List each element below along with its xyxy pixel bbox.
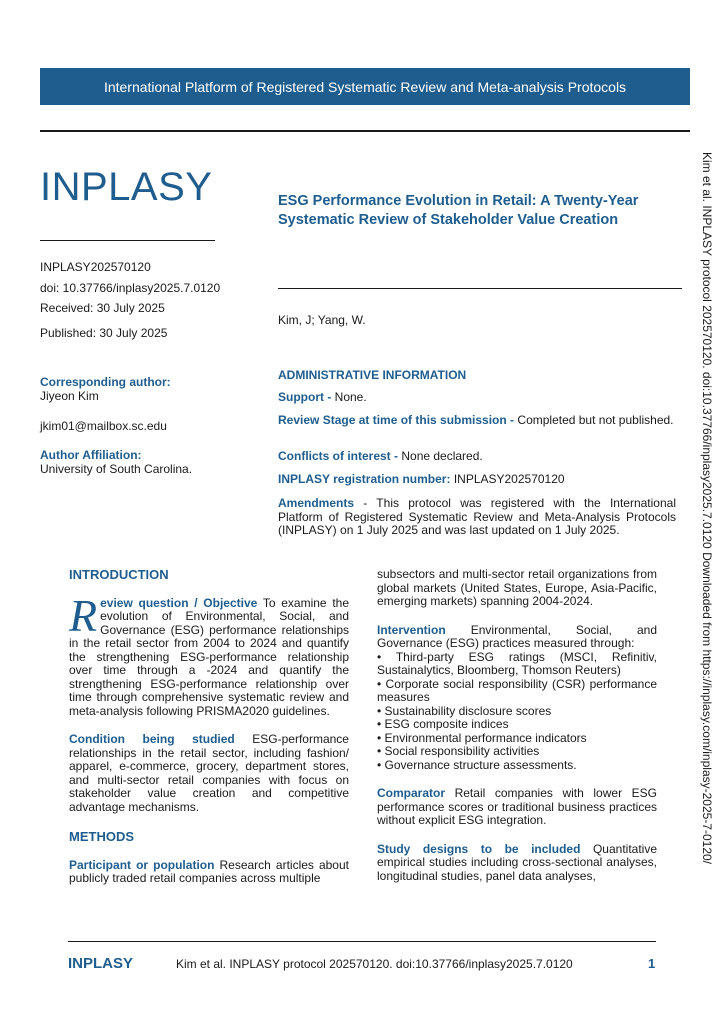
doi: doi: 10.37766/inplasy2025.7.0120 bbox=[40, 281, 221, 295]
participant-label: Participant or population bbox=[69, 857, 215, 872]
participant-population bbox=[69, 859, 349, 886]
conflicts-value: None declared. bbox=[398, 449, 483, 463]
admin-amendments bbox=[278, 497, 676, 538]
designs-label: Study designs to be included bbox=[377, 841, 581, 856]
reg-label: INPLASY registration number: bbox=[278, 472, 451, 486]
footer-brand: INPLASY bbox=[68, 955, 134, 972]
affiliation-value: University of South Carolina. bbox=[40, 462, 193, 476]
amend-label: Amendments bbox=[278, 496, 355, 510]
top-rule bbox=[40, 130, 690, 132]
journal-banner bbox=[40, 68, 690, 105]
amend-value: - This protocol was registered with the International Platform of Registered Systematic Review and Meta-Analysis Protocols (INPLASY) on 1 July 2025 and was last updated on 1 July 2025. bbox=[278, 496, 676, 537]
designs-text: Quantitative empirical studies including cross-sectional analyses, longitudinal studies, panel data analyses, bbox=[377, 841, 657, 883]
brand-logo-text: INPLASY bbox=[40, 165, 213, 209]
page-number: 1 bbox=[648, 956, 656, 971]
review-text: To examine the evolution of Environmental, Social, and Governance (ESG) performance relationships in the retail sector from 2004 to 2024 and quantify the strengthening ESG-performance relationship over time through a -2024 and quantify the strengthening ESG-performance relationship over time through comprehensive systematic review and meta-analysis following PRISMA2020 guidelines. bbox=[69, 595, 349, 718]
condition-text: ESG-performance relationships in the retail sector, including fashion/ apparel, e-commerce, grocery, department stores, and multi-sector retail companies with focus on stakeholder value creation and competitive advantage mechanisms. bbox=[69, 732, 349, 814]
stage-value: Completed but not published. bbox=[514, 413, 674, 427]
bullet-item: • Sustainability disclosure scores bbox=[377, 703, 552, 718]
admin-stage bbox=[278, 414, 676, 428]
review-label: eview question / Objective bbox=[100, 595, 258, 610]
intervention-label: Intervention bbox=[377, 622, 446, 637]
left-column bbox=[69, 568, 349, 886]
comparator-label: Comparator bbox=[377, 786, 446, 800]
title-rule bbox=[278, 288, 682, 289]
reg-value: INPLASY202570120 bbox=[450, 472, 565, 486]
bullet-item: • Corporate social responsibility (CSR) performance measures bbox=[377, 676, 657, 704]
support-label: Support - bbox=[278, 390, 332, 404]
admin-support bbox=[278, 391, 676, 405]
intervention-text: Environmental, Social, and Governance (ESG) practices measured through: bbox=[377, 622, 657, 650]
admin-heading: ADMINISTRATIVE INFORMATION bbox=[278, 368, 467, 382]
footer-rule bbox=[68, 941, 656, 942]
received-date: Received: 30 July 2025 bbox=[40, 301, 165, 315]
authors: Kim, J; Yang, W. bbox=[278, 313, 366, 327]
comparator bbox=[377, 787, 657, 828]
review-question bbox=[69, 589, 349, 719]
support-value: None. bbox=[331, 390, 367, 404]
bullet-item: • Environmental performance indicators bbox=[377, 730, 587, 745]
side-citation: Kim et al. INPLASY protocol 202570120. doi:10.37766/inplasy2025.7.0120 Downloaded from https://inplasy.com/inplasy-2025-7-0120/ bbox=[700, 152, 714, 865]
participant-text: Research articles about publicly traded retail companies across multiple bbox=[69, 857, 349, 885]
intro-heading: INTRODUCTION bbox=[69, 567, 169, 582]
corresponding-name: Jiyeon Kim bbox=[40, 389, 99, 403]
condition-studied bbox=[69, 733, 349, 814]
intervention bbox=[377, 624, 657, 651]
intervention-bullets bbox=[377, 651, 657, 773]
admin-conflicts bbox=[278, 450, 676, 464]
corresponding-label: Corresponding author: bbox=[40, 375, 171, 389]
bullet-item: • Governance structure assessments. bbox=[377, 757, 577, 772]
admin-registration bbox=[278, 473, 676, 487]
corresponding-email[interactable]: jkim01@mailbox.sc.edu bbox=[40, 419, 167, 433]
affiliation-label: Author Affiliation: bbox=[40, 448, 142, 462]
comparator-text: Retail companies with lower ESG performance scores or traditional business practices without explicit ESG integration. bbox=[377, 786, 657, 827]
banner-text: International Platform of Registered Systematic Review and Meta-analysis Protocols bbox=[103, 78, 627, 95]
study-designs bbox=[377, 843, 657, 884]
dropcap-letter: R bbox=[69, 589, 98, 641]
conflicts-label: Conflicts of interest - bbox=[278, 449, 399, 463]
brand-rule bbox=[40, 240, 215, 241]
article-title: ESG Performance Evolution in Retail: A Twenty-Year Systematic Review of Stakeholder Value Creation bbox=[278, 193, 639, 228]
methods-heading: METHODS bbox=[69, 829, 134, 844]
bullet-item: • ESG composite indices bbox=[377, 717, 509, 731]
bullet-item: • Third-party ESG ratings (MSCI, Refinitiv, Sustainalytics, Bloomberg, Thomson Reuters) bbox=[377, 649, 657, 677]
population-continued: subsectors and multi-sector retail organizations from global markets (United States, Europe, Asia-Pacific, emerging markets) spanning 2004-2024. bbox=[377, 567, 657, 608]
right-column bbox=[377, 568, 657, 883]
footer-citation: Kim et al. INPLASY protocol 202570120. doi:10.37766/inplasy2025.7.0120 bbox=[176, 957, 573, 971]
protocol-id: INPLASY202570120 bbox=[40, 260, 151, 274]
published-date: Published: 30 July 2025 bbox=[40, 326, 168, 340]
condition-label: Condition being studied bbox=[69, 732, 235, 746]
stage-label: Review Stage at time of this submission - bbox=[278, 413, 515, 427]
bullet-item: • Social responsibility activities bbox=[377, 744, 540, 758]
